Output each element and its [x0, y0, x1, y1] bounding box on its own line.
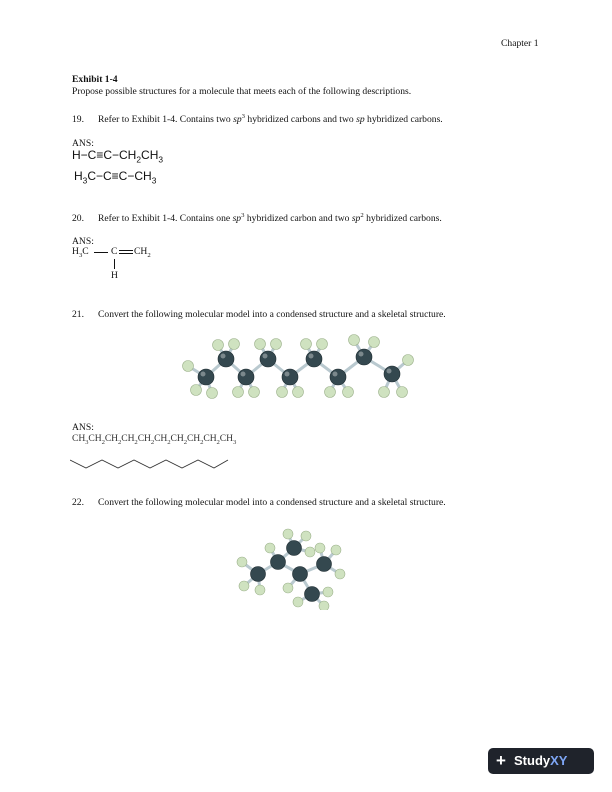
subscript: 2 — [147, 251, 151, 259]
brand-text: Study — [514, 753, 551, 768]
subscript: 3 — [158, 154, 164, 165]
question-text: Refer to Exhibit 1-4. Contains two — [98, 114, 234, 126]
answer-structure-1 — [72, 148, 163, 166]
double-bond-top — [119, 250, 133, 251]
hybrid-term: sp — [356, 114, 365, 126]
formula-part: H — [72, 246, 79, 257]
hybrid-term: sp — [232, 213, 242, 225]
brand-text-accent: XY — [550, 753, 568, 768]
subscript: 3 — [151, 175, 157, 186]
question-number: 22. — [72, 497, 84, 508]
formula-part: H — [74, 169, 83, 183]
question-20 — [72, 210, 442, 225]
decane-ball-stick-model — [158, 332, 420, 404]
subscript: 3 — [82, 175, 88, 186]
question-text: Convert the following molecular model into a condensed structure and a skeletal structure. — [98, 497, 446, 508]
superscript: 2 — [360, 212, 364, 219]
exhibit-title: Exhibit 1-4 — [72, 74, 118, 85]
branched-alkane-ball-stick-model — [232, 528, 352, 610]
skeletal-structure — [70, 456, 230, 472]
question-21 — [72, 309, 446, 321]
subscript: 2 — [136, 154, 142, 165]
hydrogen: H — [111, 270, 118, 281]
single-bond — [94, 252, 108, 253]
formula-part: H−C≡C−CH — [72, 148, 137, 162]
formula-part: C — [82, 246, 89, 257]
subscript: 3 — [78, 251, 83, 259]
methyl-group — [72, 246, 89, 262]
formula-part: CH — [134, 246, 148, 257]
hybrid-term: sp — [351, 213, 361, 225]
double-bond-bottom — [119, 253, 133, 254]
condensed-structure: $CH_3CH_2CH_2CH_2CH_2CH_2CH_2CH_2CH_2CH_3$ — [72, 433, 237, 446]
formula-part: CH — [141, 148, 159, 162]
answer-label: ANS: — [72, 422, 94, 433]
answer-structure-propene — [72, 245, 162, 285]
answer-label: ANS: — [72, 236, 94, 247]
question-19 — [72, 111, 443, 126]
question-number: 19. — [72, 114, 84, 126]
question-text: Refer to Exhibit 1-4. Contains one — [98, 213, 233, 225]
exhibit-instruction: Propose possible structures for a molecule that meets each of the following descriptions. — [72, 86, 412, 97]
central-carbon: C — [111, 246, 118, 257]
question-text: hybridized carbons. — [363, 213, 442, 225]
superscript: 3 — [241, 113, 245, 120]
question-number: 20. — [72, 213, 84, 225]
question-text: hybridized carbon and two — [244, 213, 352, 225]
chapter-label: Chapter 1 — [501, 38, 539, 49]
answer-structure-2 — [74, 169, 156, 187]
hybrid-term: sp — [233, 114, 242, 126]
plus-icon: + — [496, 751, 506, 770]
question-text: hybridized carbons and two — [245, 114, 357, 126]
answer-label: ANS: — [72, 138, 94, 149]
methylene-group — [134, 246, 151, 262]
superscript: 3 — [241, 212, 245, 219]
studyxy-badge[interactable] — [488, 748, 594, 774]
vertical-bond — [114, 259, 115, 269]
formula-part: C−C≡C−CH — [87, 169, 152, 183]
question-number: 21. — [72, 309, 84, 320]
question-text: hybridized carbons. — [364, 114, 443, 126]
question-text: Convert the following molecular model into a condensed structure and a skeletal structure. — [98, 309, 446, 320]
question-22 — [72, 497, 446, 509]
